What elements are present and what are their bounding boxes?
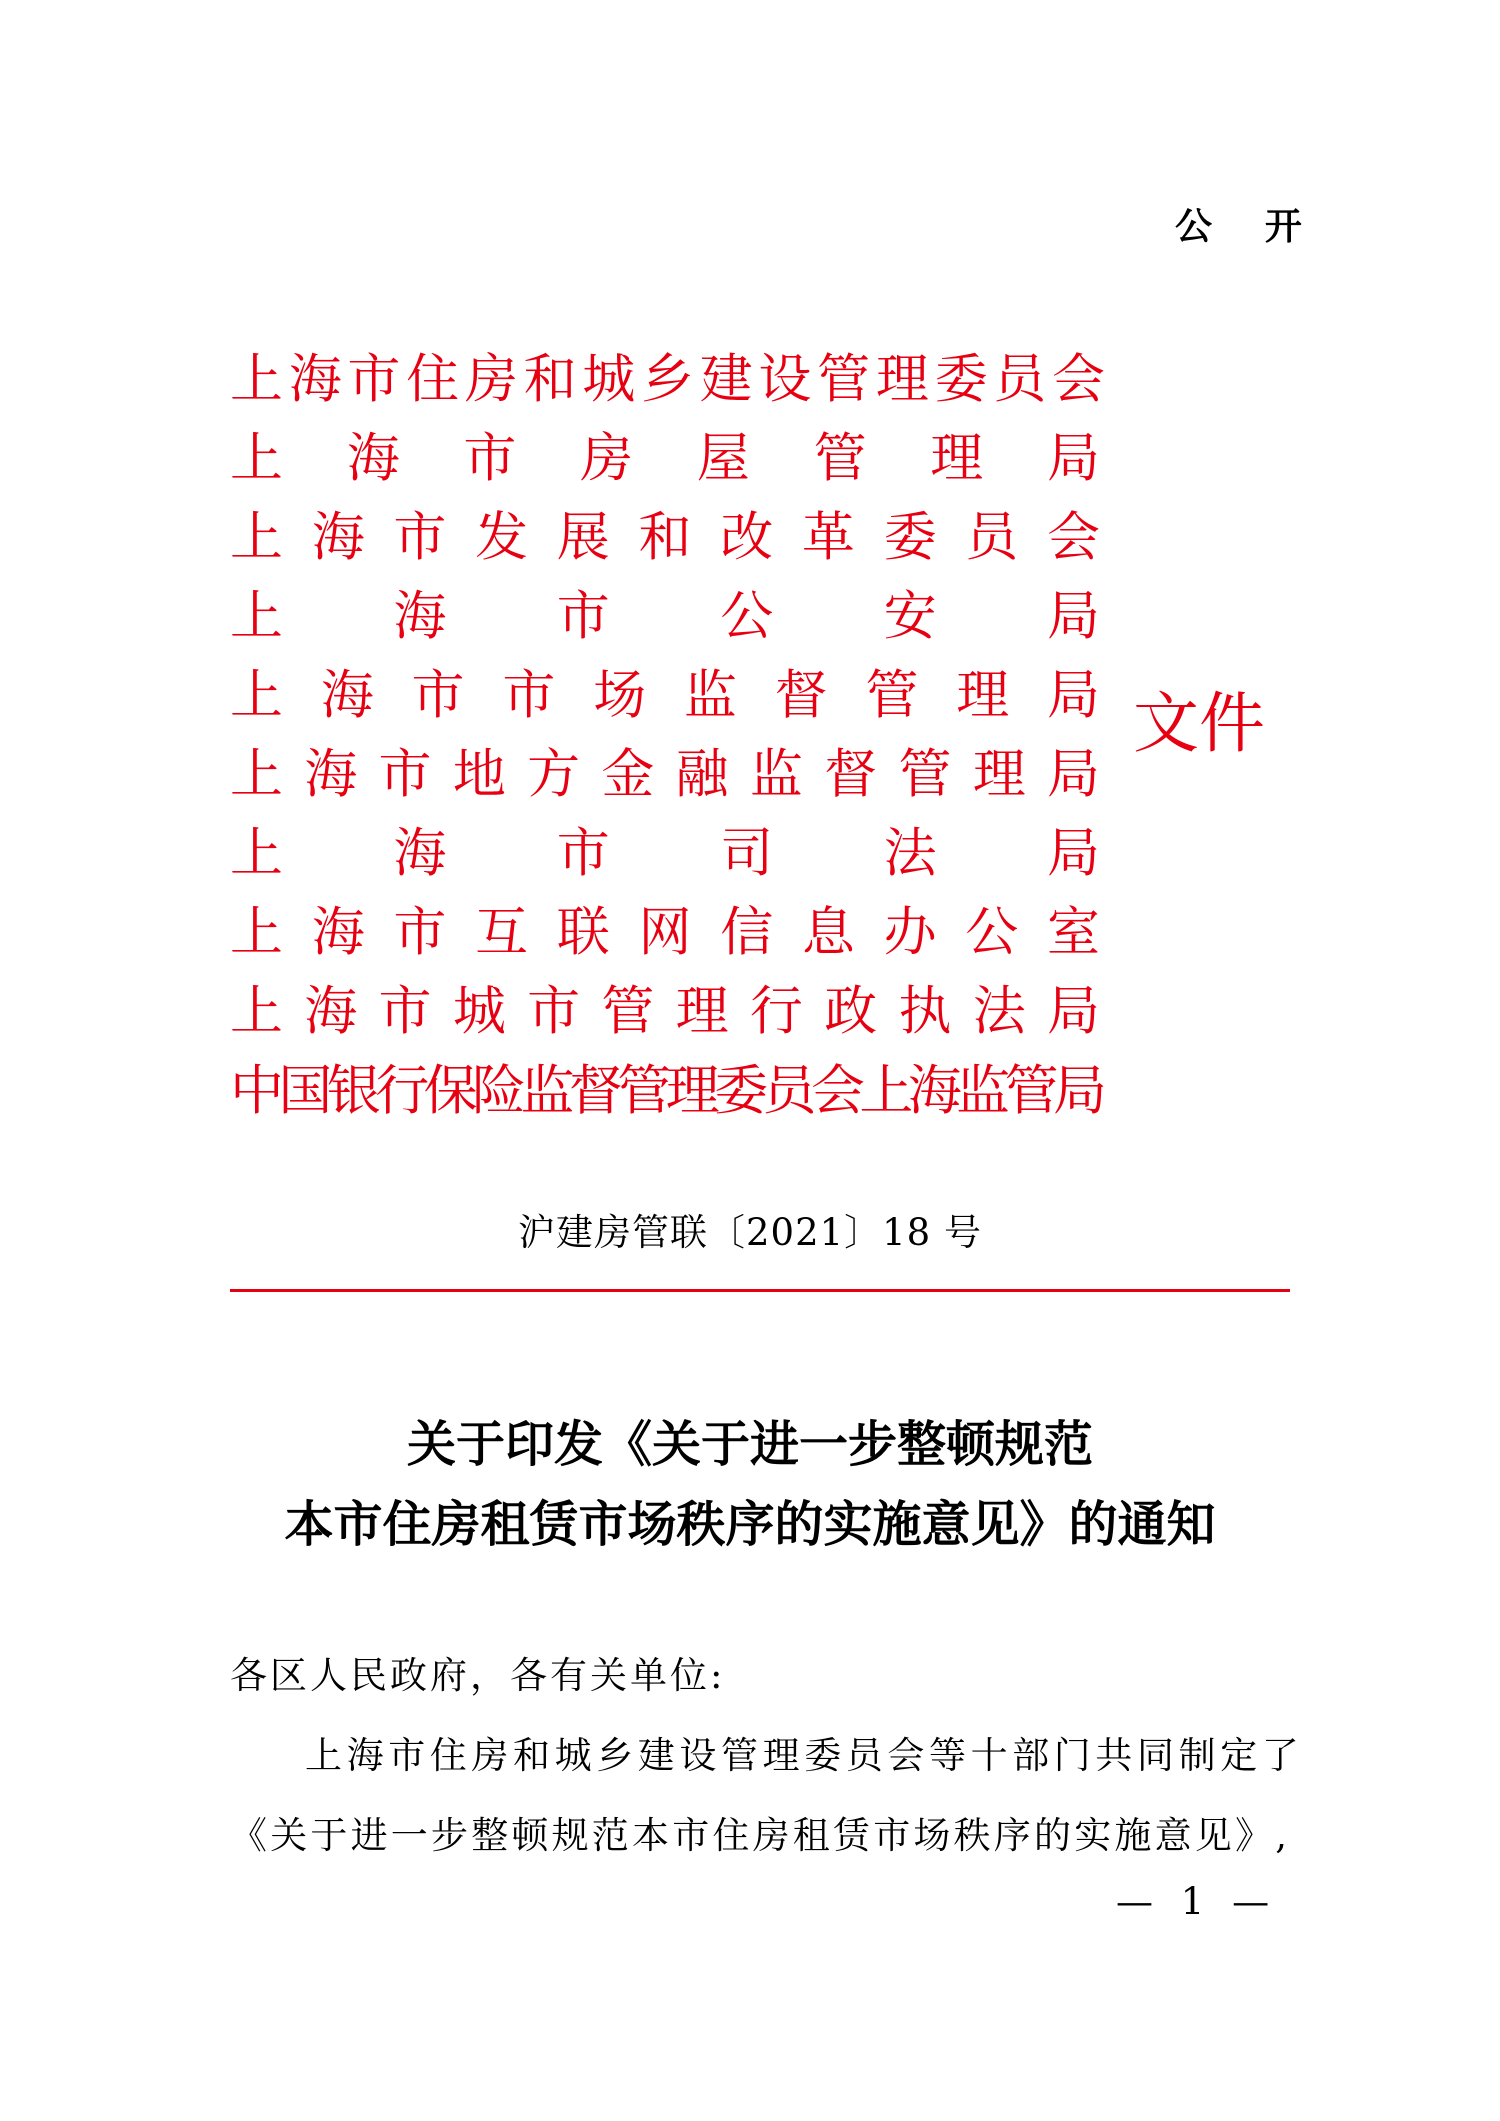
- document-title: [0, 1405, 1500, 1565]
- page-number: — 1 —: [1116, 1880, 1278, 1923]
- issuer-internet-information-office: 上海市互联网信息办公室: [230, 902, 1100, 963]
- issuing-agencies: [230, 340, 1100, 1130]
- document-suffix: 文件: [1133, 685, 1265, 762]
- title-line-1: 关于印发《关于进一步整顿规范: [406, 1416, 1093, 1473]
- issuer-housing-construction-commission: 上海市住房和城乡建设管理委员会: [230, 349, 1100, 410]
- body-paragraph-line-2: 《关于进一步整顿规范本市住房租赁市场秩序的实施意见》,: [230, 1814, 1291, 1857]
- issuer-financial-supervision: 上海市地方金融监督管理局: [230, 744, 1100, 805]
- issuer-market-supervision: 上海市市场监督管理局: [230, 665, 1100, 726]
- body-paragraph-line-1: 上海市住房和城乡建设管理委员会等十部门共同制定了: [305, 1734, 1304, 1777]
- issuer-development-reform-commission: 上海市发展和改革委员会: [230, 507, 1100, 568]
- issuer-cbirc-shanghai: 中国银行保险监督管理委员会上海监管局: [230, 1059, 1100, 1122]
- issuer-housing-administration: 上海市房屋管理局: [230, 428, 1100, 489]
- issuer-urban-management: 上海市城市管理行政执法局: [230, 981, 1100, 1042]
- title-line-2: 本市住房租赁市场秩序的实施意见》的通知: [284, 1496, 1216, 1553]
- issuer-public-security-bureau: 上海市公安局: [230, 586, 1100, 647]
- issuer-justice-bureau: 上海市司法局: [230, 823, 1100, 884]
- header-divider: [230, 1289, 1290, 1292]
- document-number: 沪建房管联〔2021〕18 号: [517, 1211, 982, 1254]
- classification-label: 公 开: [1175, 205, 1322, 248]
- salutation: 各区人民政府，各有关单位:: [230, 1654, 726, 1697]
